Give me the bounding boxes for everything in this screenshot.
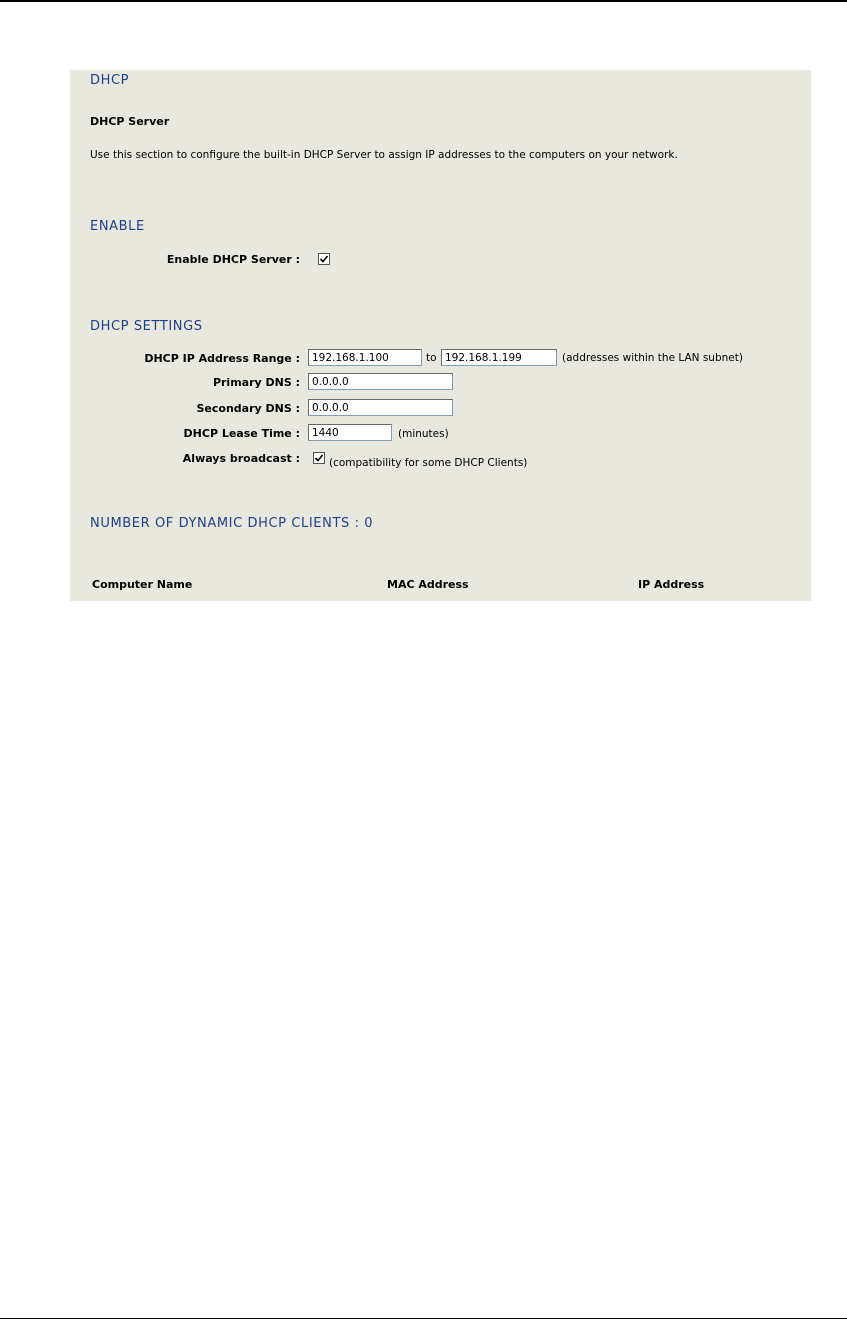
enable-dhcp-label: Enable DHCP Server : — [166, 253, 300, 266]
page-subtitle: DHCP Server — [90, 115, 170, 128]
top-rule — [0, 0, 847, 2]
ip-range-label: DHCP IP Address Range : — [144, 352, 300, 365]
enable-dhcp-checkbox[interactable] — [318, 253, 330, 265]
settings-section-heading: DHCP SETTINGS — [90, 319, 203, 334]
secondary-dns-label: Secondary DNS : — [196, 402, 300, 415]
enable-section-heading: ENABLE — [90, 219, 145, 234]
clients-section-heading: NUMBER OF DYNAMIC DHCP CLIENTS : 0 — [90, 516, 374, 531]
primary-dns-label: Primary DNS : — [212, 376, 300, 389]
ip-range-hint: (addresses within the LAN subnet) — [562, 352, 743, 364]
checkmark-icon — [314, 453, 324, 463]
column-header-ip-address: IP Address — [638, 578, 705, 591]
page-description: Use this section to configure the built-in DHCP Server to assign IP addresses to the computers on your network. — [90, 149, 678, 161]
column-header-mac-address: MAC Address — [387, 578, 469, 591]
secondary-dns-input[interactable] — [308, 399, 453, 416]
lease-time-unit: (minutes) — [398, 428, 449, 440]
always-broadcast-label: Always broadcast : — [182, 452, 300, 465]
page-title: DHCP — [90, 73, 130, 88]
column-header-computer-name: Computer Name — [92, 578, 193, 591]
ip-range-end-input[interactable] — [441, 349, 557, 366]
always-broadcast-hint: (compatibility for some DHCP Clients) — [329, 457, 528, 469]
always-broadcast-checkbox[interactable] — [313, 452, 325, 464]
lease-time-label: DHCP Lease Time : — [183, 427, 300, 440]
ip-range-to-label: to — [426, 352, 437, 364]
dhcp-panel — [70, 70, 811, 601]
lease-time-input[interactable] — [308, 424, 392, 441]
checkmark-icon — [319, 254, 329, 264]
primary-dns-input[interactable] — [308, 373, 453, 390]
bottom-rule — [0, 1318, 847, 1319]
ip-range-start-input[interactable] — [308, 349, 422, 366]
